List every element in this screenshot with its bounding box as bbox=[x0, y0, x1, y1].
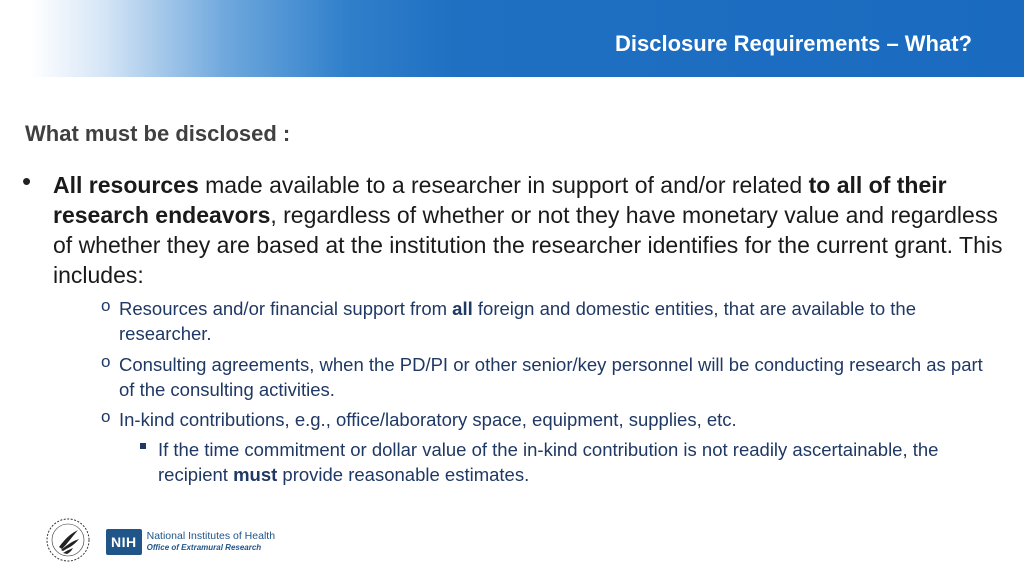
text-run: foreign and domestic entities, that are available to the researcher. bbox=[119, 298, 916, 344]
text-run-bold: All resources bbox=[53, 172, 199, 198]
sub-bullet-item: Consulting agreements, when the PD/PI or other senior/key personnel will be conducting research as part of the consulting activities. bbox=[119, 354, 983, 400]
text-run: provide reasonable estimates. bbox=[277, 464, 530, 485]
main-bullet-text bbox=[53, 170, 1003, 290]
sub-bullet-marker: o bbox=[101, 296, 111, 315]
text-run: , regardless of whether or not they have monetary value and regardless of whether they are based at the institution the researcher identifies for the current grant. This includes: bbox=[53, 202, 1003, 288]
sub-bullet-item bbox=[119, 296, 999, 346]
section-heading: What must be disclosed : bbox=[25, 121, 291, 146]
nih-text-block bbox=[147, 531, 275, 553]
text-run: If the time commitment or dollar value of the in-kind contribution is not readily ascertainable, the recipient bbox=[158, 439, 939, 485]
nih-logo bbox=[106, 528, 275, 556]
text-run-bold: all bbox=[452, 298, 473, 319]
text-run: Resources and/or financial support from bbox=[119, 298, 453, 319]
nih-name: National Institutes of Health bbox=[146, 530, 276, 542]
nih-abbr-box: NIH bbox=[106, 529, 142, 555]
sub-sub-bullet-item bbox=[158, 437, 958, 487]
sub-bullet-item: In-kind contributions, e.g., office/laboratory space, equipment, supplies, etc. bbox=[119, 409, 737, 430]
text-run: made available to a researcher in support of and/or related bbox=[198, 172, 809, 198]
text-run-bold: to all of their research endeavors bbox=[53, 172, 947, 228]
slide-title: Disclosure Requirements – What? bbox=[615, 31, 972, 56]
bullet-marker: • bbox=[22, 166, 32, 196]
text-run-bold: must bbox=[233, 464, 278, 485]
hhs-seal-icon bbox=[45, 517, 91, 563]
square-bullet-marker bbox=[140, 443, 146, 449]
sub-bullet-marker: o bbox=[101, 352, 111, 371]
sub-bullet-marker: o bbox=[101, 407, 111, 426]
nih-office: Office of Extramural Research bbox=[146, 543, 262, 552]
